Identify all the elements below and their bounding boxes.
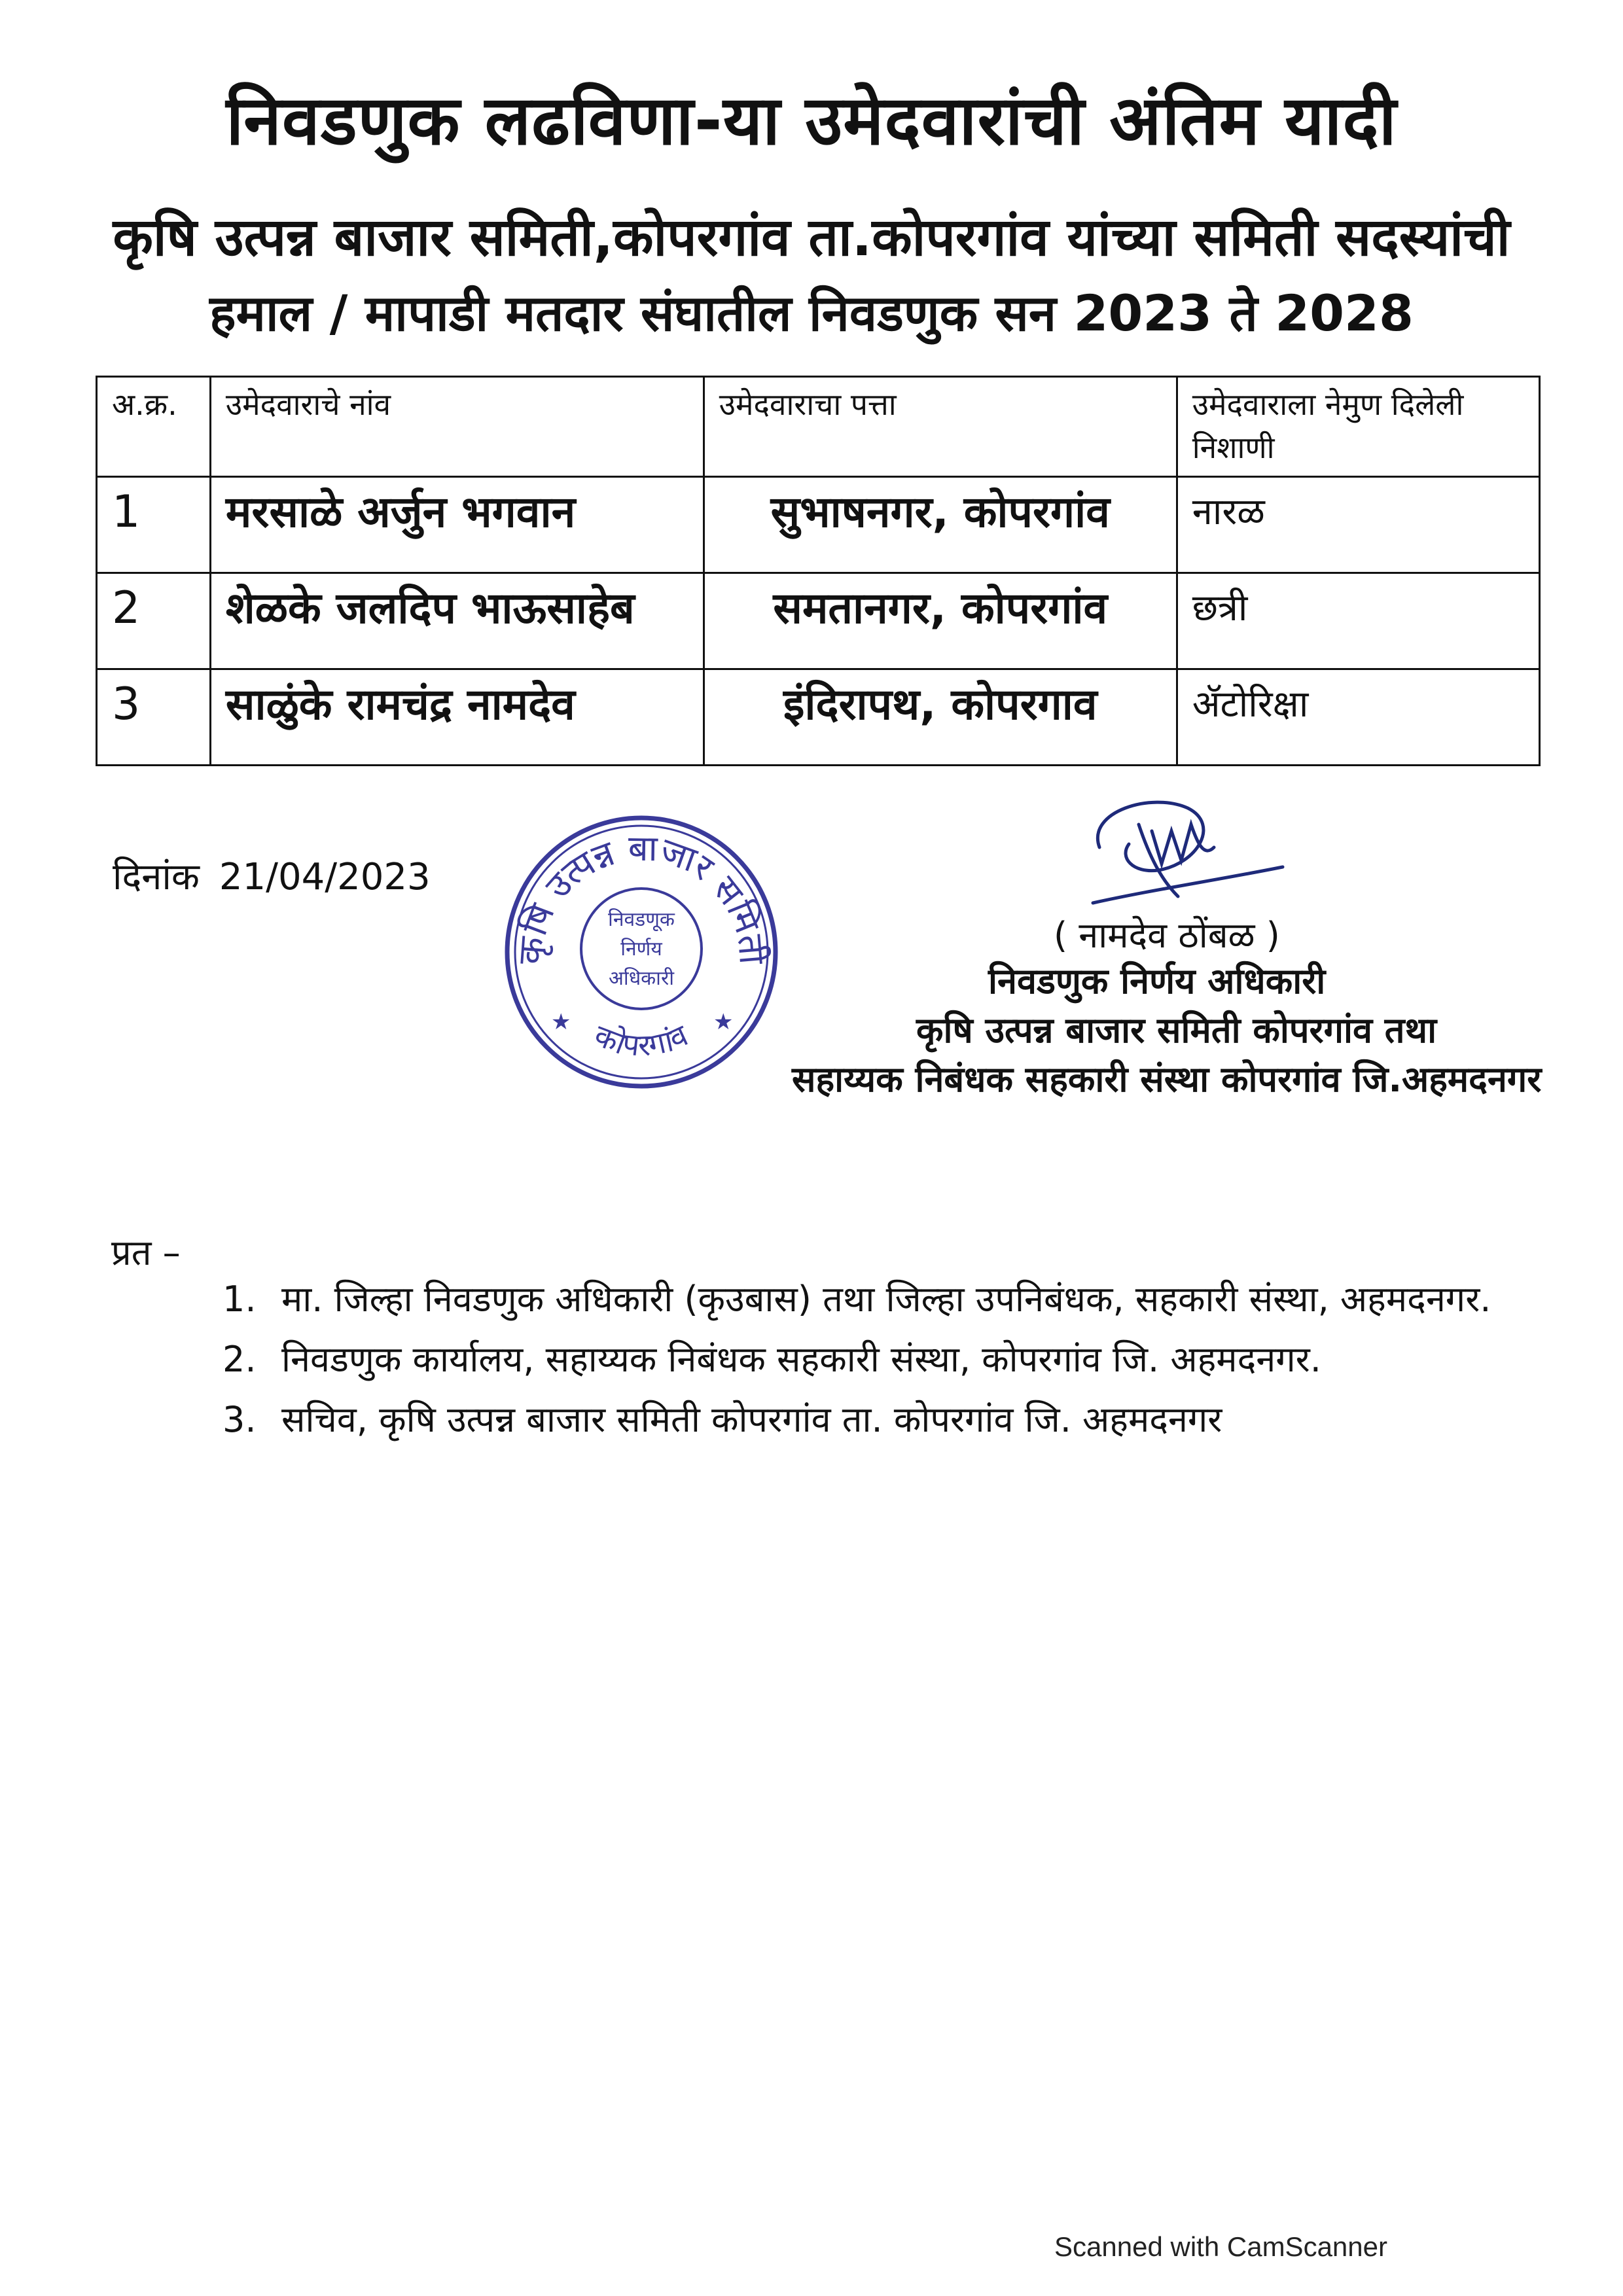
list-item-number: 2. (223, 1339, 257, 1380)
list-item (223, 1390, 1491, 1450)
table-row (97, 573, 1540, 669)
date-value: 21/04/2023 (219, 856, 431, 898)
header-name: उमेदवाराचे नांव (210, 377, 704, 477)
list-item (223, 1330, 1491, 1390)
table-header-row (97, 377, 1540, 477)
list-item-number: 3. (223, 1399, 257, 1440)
cell-serial: 3 (97, 669, 211, 766)
document-subtitle-line1: कृषि उत्पन्न बाजार समिती,कोपरगांव ता.कोपरगांव यांच्या समिती सदस्यांची (113, 207, 1510, 268)
date-label: दिनांक (113, 856, 200, 898)
cell-address: समतानगर, कोपरगांव (704, 573, 1177, 669)
list-item-text: सचिव, कृषि उत्पन्न बाजार समिती कोपरगांव ता. कोपरगांव जि. अहमदनगर (281, 1399, 1222, 1440)
seal-inner-line3: अधिकारी (609, 967, 674, 990)
signatory-designation-1: निवडणुक निर्णय अधिकारी (988, 961, 1326, 1002)
seal-inner-line1: निवडणूक (608, 908, 675, 931)
date-line (113, 851, 431, 900)
signatory-name: ( नामदेव ठोंबळ ) (1054, 915, 1280, 956)
list-item-number: 1. (223, 1279, 257, 1320)
svg-text:कोपरगांव (590, 1017, 694, 1063)
document-title: निवडणुक लढविणा-या उमेदवारांची अंतिम यादी (226, 80, 1397, 160)
cell-symbol: छत्री (1177, 573, 1539, 669)
cell-name: शेळके जलदिप भाऊसाहेब (210, 573, 704, 669)
cell-serial: 2 (97, 573, 211, 669)
document-subtitle-line2: हमाल / मापाडी मतदार संघातील निवडणुक सन 2023 ते 2028 (209, 284, 1414, 342)
list-item-text: निवडणुक कार्यालय, सहाय्यक निबंधक सहकारी संस्था, कोपरगांव जि. अहमदनगर. (281, 1339, 1321, 1380)
copy-to-list (223, 1269, 1491, 1450)
signatory-designation-2: कृषि उत्पन्न बाजार समिती कोपरगांव तथा (916, 1010, 1437, 1051)
seal-inner-line2: निर्णय (620, 938, 662, 961)
header-symbol: उमेदवाराला नेमुण दिलेली निशाणी (1177, 377, 1539, 477)
table-row (97, 669, 1540, 766)
table-row (97, 477, 1540, 573)
cell-name: मरसाळे अर्जुन भगवान (210, 477, 704, 573)
cell-symbol: ॲटोरिक्षा (1177, 669, 1539, 766)
copy-to-label: प्रत – (111, 1232, 181, 1273)
signatory-designation-3: सहाय्यक निबंधक सहकारी संस्था कोपरगांव जि.अहमदनगर (792, 1059, 1542, 1100)
cell-name: साळुंके रामचंद्र नामदेव (210, 669, 704, 766)
cell-address: इंदिरापथ, कोपरगाव (704, 669, 1177, 766)
seal-outer-text: कृषि उत्पन्न बाजार समिती (510, 827, 774, 966)
list-item-text: मा. जिल्हा निवडणुक अधिकारी (कृउबास) तथा जिल्हा उपनिबंधक, सहकारी संस्था, अहमदनगर. (281, 1279, 1491, 1320)
handwritten-signature (1073, 785, 1289, 910)
seal-star-icon: ★ (713, 1009, 734, 1035)
cell-serial: 1 (97, 477, 211, 573)
official-seal-stamp (497, 808, 785, 1096)
cell-symbol: नारळ (1177, 477, 1539, 573)
list-item (223, 1269, 1491, 1330)
header-address: उमेदवाराचा पत्ता (704, 377, 1177, 477)
header-serial: अ.क्र. (97, 377, 211, 477)
seal-star-icon: ★ (551, 1009, 571, 1035)
seal-bottom-text: कोपरगांव (589, 1017, 694, 1063)
candidates-table (96, 376, 1541, 766)
cell-address: सुभाषनगर, कोपरगांव (704, 477, 1177, 573)
scanner-watermark: Scanned with CamScanner (1054, 2231, 1387, 2262)
